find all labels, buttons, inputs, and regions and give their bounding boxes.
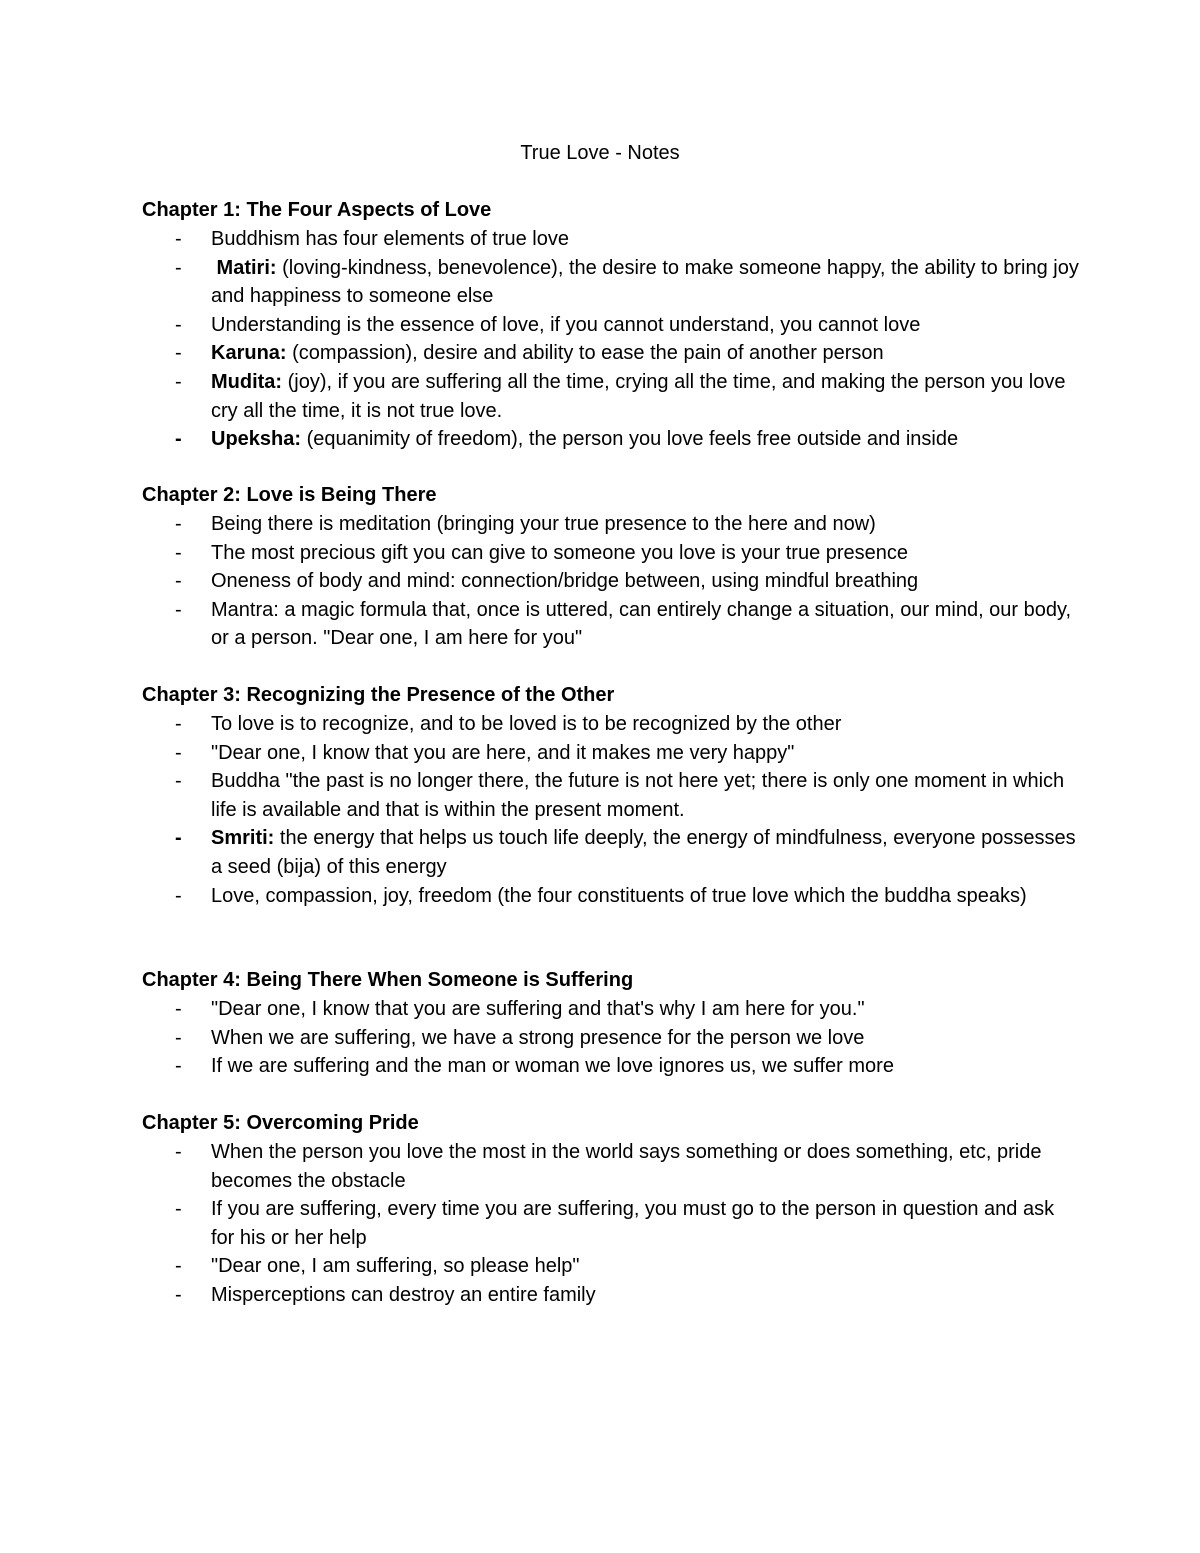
bullet-dash: - xyxy=(175,1055,182,1078)
list-item xyxy=(142,1195,1082,1252)
chapter-2-section xyxy=(142,481,1082,653)
item-text: Being there is meditation (bringing your true presence to the here and now) xyxy=(211,513,876,535)
item-text: When the person you love the most in the world says something or does something, etc, pride becomes the obstacle xyxy=(211,1141,1042,1192)
bullet-dash: - xyxy=(175,598,182,621)
item-text: Love, compassion, joy, freedom (the four constituents of true love which the buddha speaks) xyxy=(211,884,1027,907)
item-text: "Dear one, I know that you are suffering and that's why I am here for you." xyxy=(211,998,865,1020)
list-item xyxy=(142,1252,1082,1281)
bullet-list xyxy=(142,225,1082,454)
bullet-dash: - xyxy=(175,770,182,793)
list-item xyxy=(142,739,1082,768)
bullet-dash: - xyxy=(175,713,182,735)
item-term: Matiri: xyxy=(211,256,277,279)
list-item xyxy=(142,1024,1082,1053)
list-item xyxy=(142,339,1082,368)
item-term: Upeksha: xyxy=(211,428,302,451)
chapter-heading: Chapter 3: Recognizing the Presence of the Other xyxy=(142,684,615,706)
item-text: Mantra: a magic formula that, once is uttered, can entirely change a situation, our mind, our body, or a person. "Dear one, I am here for you" xyxy=(211,598,1072,650)
list-item xyxy=(142,995,1082,1024)
item-text: Misperceptions can destroy an entire family xyxy=(211,1283,596,1306)
chapter-1-section xyxy=(142,196,1082,454)
item-text: If you are suffering, every time you are suffering, you must go to the person in question and ask for his or her help xyxy=(211,1198,1055,1249)
bullet-dash: - xyxy=(175,1141,182,1163)
bullet-dash: - xyxy=(175,313,182,336)
bullet-dash: - xyxy=(175,1026,182,1049)
list-item xyxy=(142,368,1082,425)
document-title: True Love - Notes xyxy=(520,142,680,164)
list-item xyxy=(142,767,1082,824)
bullet-dash: - xyxy=(175,428,182,451)
item-text: (equanimity of freedom), the person you love feels free outside and inside xyxy=(301,428,959,451)
bullet-dash: - xyxy=(175,570,182,593)
bullet-dash: - xyxy=(175,342,182,365)
item-text: "Dear one, I know that you are here, and it makes me very happy" xyxy=(211,741,795,764)
item-text: (compassion), desire and ability to ease the pain of another person xyxy=(286,342,884,365)
item-text: (joy), if you are suffering all the time, crying all the time, and making the person you love cry all the time, it is not true love. xyxy=(211,370,1066,422)
bullet-dash: - xyxy=(175,827,182,850)
list-item xyxy=(142,567,1082,596)
item-text: The most precious gift you can give to someone you love is your true presence xyxy=(211,541,909,564)
list-item xyxy=(142,1052,1082,1081)
list-item xyxy=(142,596,1082,653)
list-item xyxy=(142,311,1082,340)
bullet-dash: - xyxy=(175,1255,182,1278)
bullet-dash: - xyxy=(175,884,182,907)
list-item xyxy=(142,882,1082,911)
bullet-dash: - xyxy=(175,513,182,535)
chapter-heading: Chapter 4: Being There When Someone is Suffering xyxy=(142,969,634,991)
chapter-4-section xyxy=(142,966,1082,1081)
list-item xyxy=(142,425,1082,454)
item-term: Smriti: xyxy=(211,827,275,850)
bullet-list xyxy=(142,995,1082,1081)
list-item xyxy=(142,225,1082,254)
list-item xyxy=(142,824,1082,881)
item-text: "Dear one, I am suffering, so please help" xyxy=(211,1255,580,1278)
bullet-dash: - xyxy=(175,1198,182,1221)
chapter-3-section xyxy=(142,681,1082,910)
item-term: Karuna: xyxy=(211,342,287,365)
bullet-dash: - xyxy=(175,228,182,250)
list-item xyxy=(142,254,1082,311)
item-text: When we are suffering, we have a strong presence for the person we love xyxy=(211,1026,865,1049)
bullet-dash: - xyxy=(175,1283,182,1306)
bullet-dash: - xyxy=(175,741,182,764)
list-item xyxy=(142,1281,1082,1310)
bullet-list xyxy=(142,710,1082,910)
item-text: Understanding is the essence of love, if you cannot understand, you cannot love xyxy=(211,313,921,336)
bullet-dash: - xyxy=(175,370,182,393)
list-item xyxy=(142,1138,1082,1195)
bullet-list xyxy=(142,1138,1082,1310)
item-text: the energy that helps us touch life deeply, the energy of mindfulness, everyone possesses a seed (bija) of this energy xyxy=(211,827,1076,878)
item-text: (loving-kindness, benevolence), the desire to make someone happy, the ability to bring joy and happiness to someone else xyxy=(211,256,1079,308)
item-term: Mudita: xyxy=(211,370,283,393)
bullet-dash: - xyxy=(175,256,182,279)
list-item xyxy=(142,710,1082,739)
bullet-dash: - xyxy=(175,998,182,1020)
item-text: Oneness of body and mind: connection/bridge between, using mindful breathing xyxy=(211,570,919,593)
item-text: Buddhism has four elements of true love xyxy=(211,228,569,250)
list-item xyxy=(142,539,1082,568)
chapter-5-section xyxy=(142,1109,1082,1310)
item-text: If we are suffering and the man or woman we love ignores us, we suffer more xyxy=(211,1055,894,1078)
bullet-dash: - xyxy=(175,541,182,564)
bullet-list xyxy=(142,510,1082,653)
chapter-heading: Chapter 5: Overcoming Pride xyxy=(142,1112,419,1134)
item-text: To love is to recognize, and to be loved is to be recognized by the other xyxy=(211,713,842,735)
chapter-heading: Chapter 2: Love is Being There xyxy=(142,484,437,506)
chapter-heading: Chapter 1: The Four Aspects of Love xyxy=(142,199,492,221)
item-text: Buddha "the past is no longer there, the future is not here yet; there is only one moment in which life is available and that is within the present moment. xyxy=(211,770,1065,821)
list-item xyxy=(142,510,1082,539)
